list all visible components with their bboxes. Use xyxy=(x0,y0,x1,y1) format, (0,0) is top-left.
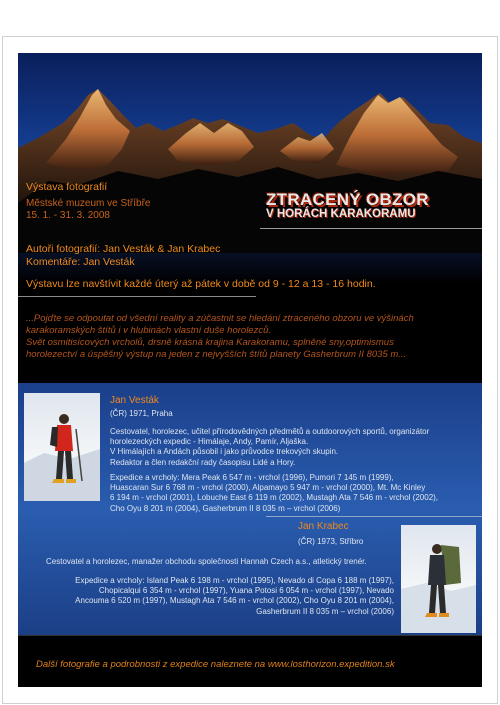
poster-subtitle: V HORÁCH KARAKORAMU xyxy=(266,208,416,220)
bio1-line: Cestovatel, horolezec, učitel přírodovědných předmětů a outdoorových sportů, organizátor xyxy=(110,427,430,436)
opening-hours: Výstavu lze navštívit každé úterý až pátek v době od 9 - 12 a 13 - 16 hodin. xyxy=(26,278,376,290)
hours-divider xyxy=(18,296,256,297)
bio2-expedition-line: Gasherbrum II 8 035 m – vrchol (2006) xyxy=(256,606,394,616)
bio2-description xyxy=(46,557,367,567)
poster xyxy=(18,53,482,687)
intro-line: horolezectví a úspěšný výstup na jeden z nejvyšších štítů planety Gasherbrum II 8035 m... xyxy=(26,349,407,360)
climber-photo-vestak xyxy=(24,393,100,501)
credits xyxy=(26,243,220,268)
intro-line: ...Pojďte se odpoutat od všední reality a zúčastnit se hledání ztraceného obzoru ve výšinách xyxy=(26,313,414,324)
climber-photo-krabec xyxy=(401,525,476,633)
title-divider xyxy=(260,228,482,229)
bio1-expedition-line: Expedice a vrcholy: Mera Peak 6 547 m - vrchol (1996), Pumori 7 145 m (1999), xyxy=(110,473,394,482)
intro-text xyxy=(26,313,476,361)
bio1-expedition-line: Huascaran Sur 6 768 m - vrchol (2000), Alpamayo 5 947 m - vrchol (2000), Mt. Mc Kinley xyxy=(110,483,426,493)
bio1-expedition-line: 6 194 m - vrchol (2001), Lobuche East 6 119 m (2002), Mustagh Ata 7 546 m - vrchol (2002), xyxy=(110,493,439,503)
footer-divider xyxy=(18,635,482,636)
exhibition-label: Výstava fotografií xyxy=(26,181,108,193)
bio2-meta: (ČR) 1973, Stříbro xyxy=(298,537,364,546)
bio2-expeditions xyxy=(75,576,394,617)
intro-line: karakoramských štítů i v hlubinách vlastní duše horolezců. xyxy=(26,325,272,336)
bios-section xyxy=(18,383,482,635)
bio1-name: Jan Vesták xyxy=(110,395,159,406)
footer-link-text: Další fotografie a podrobnosti z expedice naleznete na www.losthorizon.expedition.sk xyxy=(36,659,395,670)
bio1-description xyxy=(110,427,429,468)
intro-line: Svět osmitisícových vrcholů, drsně krásná krajina Karakoramu, splněné sny,optimismus xyxy=(26,337,394,348)
bio1-line: horolezeckých expedic - Himálaje, Andy, Pamír, Aljaška. xyxy=(110,437,309,447)
bio1-meta: (ČR) 1971, Praha xyxy=(110,409,173,418)
bio2-expedition-line: Expedice a vrcholy: Island Peak 6 198 m - vrchol (1995), Nevado di Copa 6 188 m (1997), xyxy=(75,576,394,585)
poster-title: ZTRACENÝ OBZOR xyxy=(266,190,429,209)
bio2-expedition-line: Ancouma 6 520 m (1997), Mustagh Ata 7 546 m - vrchol (2002), Cho Oyu 8 201 m (2004), xyxy=(75,596,394,606)
bio1-expeditions xyxy=(110,473,438,514)
bio2-expedition-line: Chopicalqui 6 354 m - vrchol (1997), Yuana Potosi 6 054 m - vrchol (1997), Nevado xyxy=(98,586,394,596)
bio2-name: Jan Krabec xyxy=(298,521,349,532)
bio2-line: Cestovatel a horolezec, manažer obchodu společnosti Hannah Czech a.s., atletický trenér. xyxy=(46,557,367,566)
comments-line: Komentáře: Jan Vesták xyxy=(26,255,135,268)
exhibition-dates: 15. 1. - 31. 3. 2008 xyxy=(26,210,110,221)
authors-line: Autoři fotografií: Jan Vesták & Jan Krabec xyxy=(26,243,221,255)
bio1-line: V Himálajích a Andách působil i jako průvodce trekových skupin. xyxy=(110,447,339,457)
bio-divider xyxy=(266,516,482,517)
bio1-line: Redaktor a člen redakční rady časopisu Lidé a Hory. xyxy=(110,457,296,467)
bio1-expedition-line: Cho Oyu 8 201 m (2004), Gasherbrum II 8 035 m – vrchol (2006) xyxy=(110,503,341,513)
exhibition-place: Městské muzeum ve Stříbře xyxy=(26,198,151,209)
